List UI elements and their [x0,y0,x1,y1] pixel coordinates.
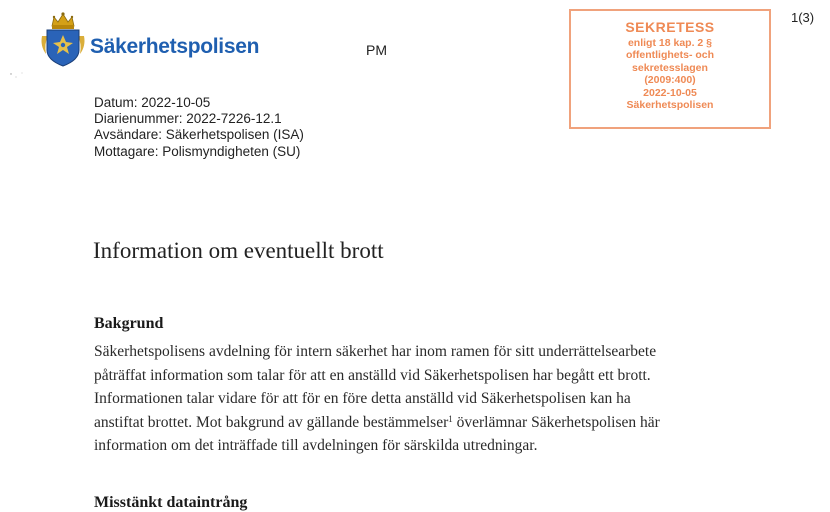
stamp-line: 2022-10-05 [643,86,697,99]
scan-specks [8,70,28,82]
meta-reg-number: Diarienummer: 2022-7226-12.1 [94,111,282,127]
paragraph-line: påträffat information som talar för att en anställd vid Säkerhetspolisen har begått ett brott. [94,366,651,384]
paragraph-line [94,411,794,435]
page-number: 1(3) [791,10,815,25]
document-title: Information om eventuellt brott [93,238,384,263]
secrecy-stamp [569,9,771,129]
meta-date: Datum: 2022-10-05 [94,95,211,110]
stamp-line: (2009:400) [644,74,696,87]
background-paragraph [94,340,794,458]
document-metadata [94,95,304,160]
section-heading-data-intrusion: Misstänkt dataintrång [94,494,248,511]
stamp-line: Säkerhetspolisen [626,99,714,112]
document-type: PM [366,42,387,58]
paragraph-line-tail: överlämnar Säkerhetspolisen här [452,413,660,431]
coat-of-arms-logo [40,10,86,68]
paragraph-line: Informationen talar vidare för att för en före detta anställd vid Säkerhetspolisen kan ha [94,390,631,407]
meta-recipient: Mottagare: Polismyndigheten (SU) [94,143,301,159]
stamp-title: SEKRETESS [625,19,715,35]
stamp-line: offentlighets- och [625,49,715,62]
footnote-reference[interactable]: 1 [448,413,453,424]
meta-sender: Avsändare: Säkerhetspolisen (ISA) [94,127,304,143]
section-heading-background: Bakgrund [94,315,164,332]
paragraph-line-text: anstiftat brottet. Mot bakgrund av gällande bestämmelser [94,413,449,431]
organization-name: Säkerhetspolisen [90,35,260,58]
paragraph-line: information om det inträffade till avdelningen för särskilda utredningar. [94,437,538,454]
stamp-line: sekretesslagen [632,61,708,74]
paragraph-line: Säkerhetspolisens avdelning för intern säkerhet har inom ramen för sitt underrättelsearbete [94,343,657,360]
stamp-line: enligt 18 kap. 2 § [627,37,713,49]
